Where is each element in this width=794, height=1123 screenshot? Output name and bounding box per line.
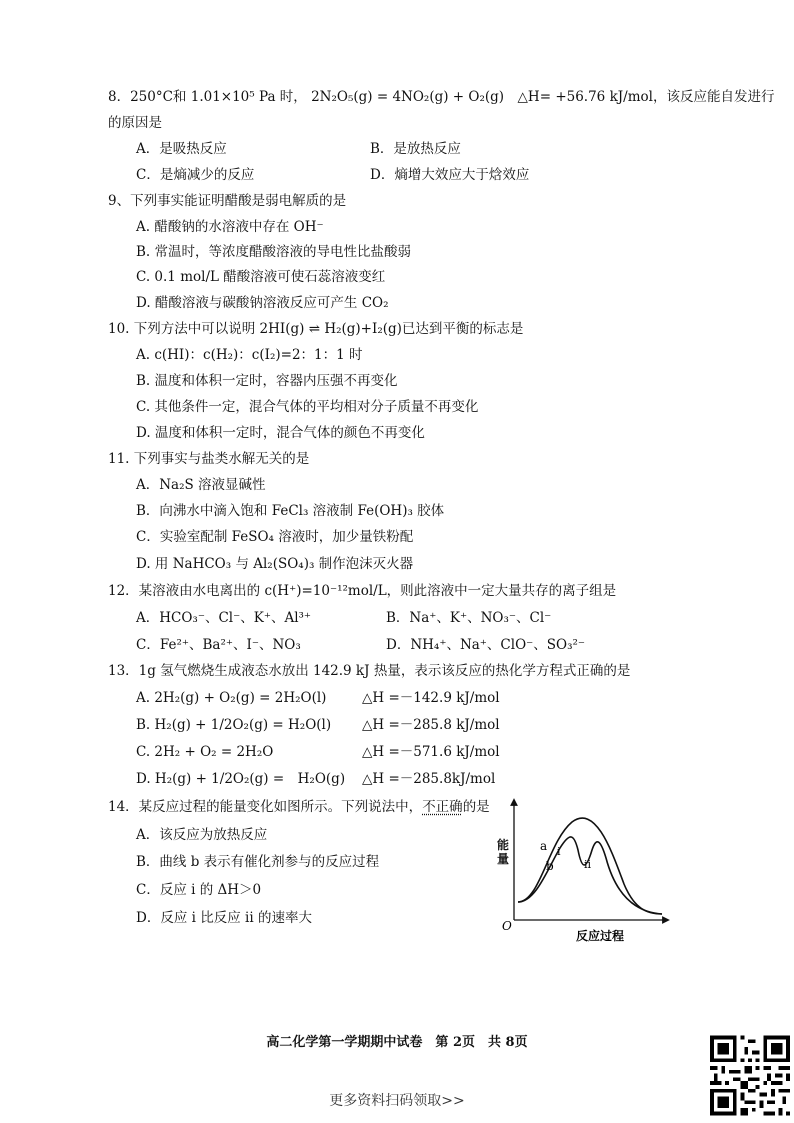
q10-option-a: A. c(HI)：c(H₂)：c(I₂)=2：1：1 时 xyxy=(136,347,363,363)
q13-option-c: C. 2H₂ + O₂ = 2H₂O xyxy=(136,744,274,760)
q8-stem-line2: 的原因是 xyxy=(108,115,162,131)
q13-option-b: B. H₂(g) + 1/2O₂(g) = H₂O(l) xyxy=(136,717,332,733)
q13-option-c-enthalpy: △H =－571.6 kJ/mol xyxy=(362,744,500,760)
q14-stem-part1: 14．某反应过程的能量变化如图所示。下列说法中， xyxy=(108,799,423,815)
q14-stem-part3: 的是 xyxy=(462,799,490,815)
energy-diagram xyxy=(500,798,670,946)
q8-option-c: C．是熵减少的反应 xyxy=(136,167,255,183)
q14-option-b: B．曲线 b 表示有催化剂参与的反应过程 xyxy=(136,854,380,870)
q13-option-a-enthalpy: △H =－142.9 kJ/mol xyxy=(362,690,500,706)
q14-option-a: A．该反应为放热反应 xyxy=(136,827,268,843)
q8-stem-line1: 8．250°C和 1.01×10⁵ Pa 时， 2N₂O₅(g) = 4NO₂(g) + O₂(g) △H= +56.76 kJ/mol，该反应能自发进行 xyxy=(108,89,775,105)
q10-option-c: C. 其他条件一定，混合气体的平均相对分子质量不再变化 xyxy=(136,399,479,415)
q11-option-a: A．Na₂S 溶液显碱性 xyxy=(136,477,266,493)
q10-option-b: B. 温度和体积一定时，容器内压强不再变化 xyxy=(136,373,398,389)
q12-stem: 12．某溶液由水电离出的 c(H⁺)=10⁻¹²mol/L，则此溶液中一定大量共存的离子组是 xyxy=(108,583,617,599)
y-axis-label: 能量 xyxy=(497,838,510,866)
q9-option-c: C. 0.1 mol/L 醋酸溶液可使石蕊溶液变红 xyxy=(136,269,386,285)
q13-option-d: D. H₂(g) + 1/2O₂(g) = H₂O(g) xyxy=(136,771,346,787)
q9-stem: 9、下列事实能证明醋酸是弱电解质的是 xyxy=(108,193,347,209)
label-a: a xyxy=(540,839,548,853)
q13-stem: 13．1g 氢气燃烧生成液态水放出 142.9 kJ 热量，表示该反应的热化学方程式正确的是 xyxy=(108,663,631,679)
q13-option-d-enthalpy: △H =－285.8kJ/mol xyxy=(362,771,496,787)
q10-stem: 10. 下列方法中可以说明 2HI(g) ⇌ H₂(g)+I₂(g)已达到平衡的标志是 xyxy=(108,321,524,337)
q10-option-d: D. 温度和体积一定时，混合气体的颜色不再变化 xyxy=(136,425,425,441)
q12-option-b: B．Na⁺、K⁺、NO₃⁻、Cl⁻ xyxy=(386,610,552,626)
label-i: i xyxy=(557,845,561,858)
label-b: b xyxy=(546,859,554,873)
q14-option-d: D．反应 i 比反应 ii 的速率大 xyxy=(136,910,312,926)
q8-option-d: D．熵增大效应大于焓效应 xyxy=(370,167,530,183)
q14-option-c: C．反应 i 的 ΔH＞0 xyxy=(136,882,262,898)
q12-option-c: C．Fe²⁺、Ba²⁺、I⁻、NO₃ xyxy=(136,637,301,653)
more-resources-text: 更多资料扫码领取>> xyxy=(329,1093,465,1109)
q14-stem xyxy=(108,798,490,816)
label-ii: ii xyxy=(584,858,592,871)
q12-option-a: A．HCO₃⁻、Cl⁻、K⁺、Al³⁺ xyxy=(136,610,312,626)
q9-option-d: D. 醋酸溶液与碳酸钠溶液反应可产生 CO₂ xyxy=(136,295,389,311)
qr-code xyxy=(710,1033,790,1118)
q11-option-c: C．实验室配制 FeSO₄ 溶液时，加少量铁粉配 xyxy=(136,529,414,545)
q13-option-a: A. 2H₂(g) + O₂(g) = 2H₂O(l) xyxy=(136,690,327,706)
origin-label: O xyxy=(502,919,512,933)
q9-option-b: B. 常温时，等浓度醋酸溶液的导电性比盐酸弱 xyxy=(136,244,412,260)
q12-option-d: D．NH₄⁺、Na⁺、ClO⁻、SO₃²⁻ xyxy=(386,637,586,653)
x-axis-label: 反应过程 xyxy=(576,929,625,943)
q13-option-b-enthalpy: △H =－285.8 kJ/mol xyxy=(362,717,500,733)
q11-option-d: D. 用 NaHCO₃ 与 Al₂(SO₄)₃ 制作泡沫灭火器 xyxy=(136,556,414,572)
q14-stem-emphasis: 不正确 xyxy=(422,799,463,815)
q11-option-b: B．向沸水中滴入饱和 FeCl₃ 溶液制 Fe(OH)₃ 胶体 xyxy=(136,503,445,519)
q11-stem: 11. 下列事实与盐类水解无关的是 xyxy=(108,451,310,467)
q9-option-a: A. 醋酸钠的水溶液中存在 OH⁻ xyxy=(136,219,324,235)
q8-option-b: B．是放热反应 xyxy=(370,141,461,157)
page-footer: 高二化学第一学期期中试卷 第 2页 共 8页 xyxy=(266,1035,528,1050)
q8-option-a: A．是吸热反应 xyxy=(136,141,227,157)
